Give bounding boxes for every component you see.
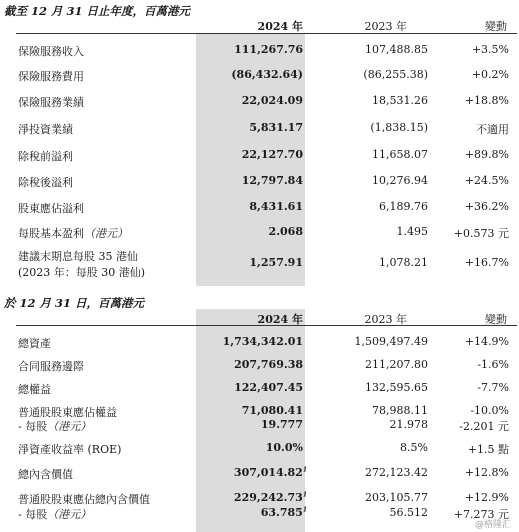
value-2023: 1,078.21 <box>379 256 428 269</box>
row-label: 保險服務收入 <box>18 45 84 58</box>
header-2024: 2024 年 <box>257 313 303 326</box>
row-label: 保險服務費用 <box>18 70 84 83</box>
row-label: 股東應佔溢利 <box>18 202 84 215</box>
value-2023: 21.978 <box>389 418 428 431</box>
value-2023: 10,276.94 <box>372 174 428 187</box>
watermark: @格隆汇 <box>474 520 511 530</box>
value-change: +0.573 元 <box>453 227 509 240</box>
value-2024: 1,734,342.01 <box>222 335 303 348</box>
value-2023: 78,988.11 <box>372 404 428 417</box>
value-2024: 63.785$^1$ <box>260 506 307 519</box>
value-2023: (86,255.38) <box>363 68 428 81</box>
value-2023: 272,123.42 <box>365 466 428 479</box>
value-change: +14.9% <box>464 335 509 348</box>
value-change: 不適用 <box>476 123 509 136</box>
value-2023: 107,488.85 <box>365 43 428 56</box>
value-change: -10.0% <box>470 404 509 417</box>
value-2024: 307,014.82$^1$ <box>233 466 307 479</box>
value-2024: 12,797.84 <box>241 174 303 187</box>
section2-caption: 於 12 月 31 日，百萬港元 <box>4 296 145 310</box>
footnote-marker: 1 <box>302 491 307 499</box>
value-change: +1.5 點 <box>467 443 509 456</box>
value-2023: (1,838.15) <box>370 121 428 134</box>
row-label: 淨投資業績 <box>18 123 73 136</box>
value-2024: 10.0% <box>265 441 303 454</box>
row-label: 總資產 <box>18 337 51 350</box>
value-change: -7.7% <box>477 381 509 394</box>
value-2023: 1.495 <box>396 225 428 238</box>
value-2023: 132,595.65 <box>365 381 428 394</box>
value-2023: 1,509,497.49 <box>354 335 428 348</box>
value-change: -2.201 元 <box>459 420 509 433</box>
value-change: +24.5% <box>464 174 509 187</box>
value-2023: 211,207.80 <box>365 358 428 371</box>
value-2024: 71,080.41 <box>241 404 303 417</box>
value-2024: 207,769.38 <box>234 358 303 371</box>
value-2024: 229,242.73$^1$ <box>233 491 307 504</box>
value-change: -1.6% <box>477 358 509 371</box>
value-change: +18.8% <box>464 94 509 107</box>
value-change: +36.2% <box>464 200 509 213</box>
value-2024: (86,432.64) <box>231 68 303 81</box>
footnote-marker: 1 <box>302 506 307 514</box>
value-change: +7.273 元 <box>453 508 509 521</box>
section1-caption: 截至 12 月 31 日止年度，百萬港元 <box>4 4 191 18</box>
value-2023: 18,531.26 <box>372 94 428 107</box>
value-2023: 56.512 <box>389 506 428 519</box>
row-label: 除稅前溢利 <box>18 150 73 163</box>
value-2024: 5,831.17 <box>249 121 303 134</box>
row-label: 合同服務邊際 <box>18 360 84 373</box>
value-change: +0.2% <box>471 68 509 81</box>
footnote-marker: 1 <box>302 466 307 474</box>
row-label: 建議末期息每股 35 港仙 (2023 年：每股 30 港仙) <box>18 250 146 279</box>
header-change: 變動 <box>485 313 507 326</box>
value-2024: 111,267.76 <box>234 43 303 56</box>
row-label: - 每股（港元） <box>18 508 92 521</box>
header-rule <box>16 33 517 34</box>
value-2023: 11,658.07 <box>372 148 428 161</box>
value-2023: 8.5% <box>400 441 428 454</box>
header-2024: 2024 年 <box>257 20 303 33</box>
row-label: 總權益 <box>18 383 51 396</box>
header-rule <box>16 325 517 326</box>
value-change: +16.7% <box>464 256 509 269</box>
value-change: +3.5% <box>471 43 509 56</box>
row-label: 每股基本盈利（港元） <box>18 227 128 240</box>
header-2023: 2023 年 <box>364 20 407 33</box>
row-label: 保險服務業績 <box>18 96 84 109</box>
header-2023: 2023 年 <box>364 313 407 326</box>
row-label: 淨資產收益率 (ROE) <box>18 443 122 456</box>
row-label: 普通股股東應佔總內含價值 <box>18 493 150 506</box>
value-2024: 19.777 <box>260 418 303 431</box>
row-label: 除稅後溢利 <box>18 176 73 189</box>
value-change: +89.8% <box>464 148 509 161</box>
value-2024: 22,024.09 <box>241 94 303 107</box>
value-2023: 6,189.76 <box>379 200 428 213</box>
value-2024: 8,431.61 <box>249 200 303 213</box>
header-change: 變動 <box>485 20 507 33</box>
value-2024: 22,127.70 <box>241 148 303 161</box>
value-2024: 1,257.91 <box>249 256 303 269</box>
value-change: +12.8% <box>464 466 509 479</box>
row-label: - 每股（港元） <box>18 420 92 433</box>
row-label: 總內含價值 <box>18 468 73 481</box>
value-2024: 2.068 <box>268 225 303 238</box>
row-label: 普通股股東應佔權益 <box>18 406 117 419</box>
value-change: +12.9% <box>464 491 509 504</box>
value-2023: 203,105.77 <box>365 491 428 504</box>
value-2024: 122,407.45 <box>234 381 303 394</box>
